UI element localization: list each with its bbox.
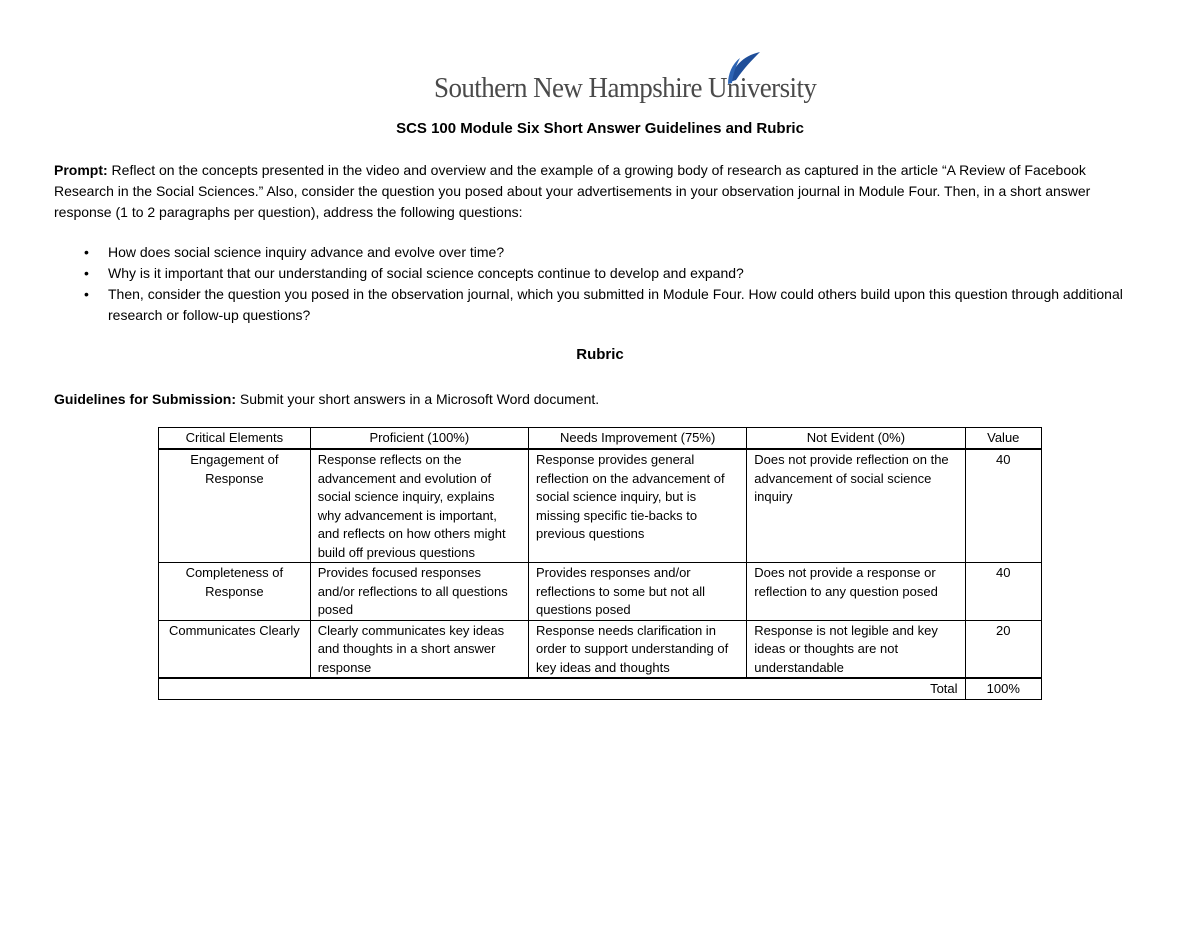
total-label: Total [159, 678, 966, 699]
total-row [159, 678, 1042, 699]
list-item [54, 242, 1144, 263]
not-evident-cell: Does not provide reflection on the advancement of social science inquiry [747, 449, 965, 563]
guidelines-label: Guidelines for Submission: [54, 391, 237, 407]
needs-improvement-cell: Provides responses and/or reflections to some but not all questions posed [528, 563, 746, 621]
guidelines-paragraph [54, 389, 1144, 410]
critical-element-cell: Communicates Clearly [159, 620, 311, 678]
list-item-text: Then, consider the question you posed in the observation journal, which you submitted in Module Four. How could others build upon this question through additional research or follow-up questions? [108, 286, 1123, 323]
prompt-paragraph [54, 160, 1144, 223]
total-value: 100% [965, 678, 1041, 699]
prompt-text: Reflect on the concepts presented in the video and overview and the example of a growing body of research as captured in the article “A Review of Facebook Research in the Social Sciences.” Also, consider the question you posed about your advertisements in your observation journal in Module Four. Then, in a short answer response (1 to 2 paragraphs per question), address the following questions: [54, 162, 1091, 220]
value-cell: 40 [965, 449, 1041, 563]
needs-improvement-cell: Response provides general reflection on the advancement of social science inquiry, but is missing specific tie-backs to previous questions [528, 449, 746, 563]
header-proficient: Proficient (100%) [310, 428, 528, 450]
prompt-label: Prompt: [54, 162, 108, 178]
header-needs-improvement: Needs Improvement (75%) [528, 428, 746, 450]
list-item-text: How does social science inquiry advance and evolve over time? [108, 244, 505, 260]
rubric-heading: Rubric [576, 346, 624, 363]
question-list [54, 242, 1144, 326]
value-cell: 20 [965, 620, 1041, 678]
critical-element-cell: Completeness of Response [159, 563, 311, 621]
bullet-icon: • [84, 244, 89, 260]
guidelines-text: Submit your short answers in a Microsoft Word document. [236, 391, 600, 407]
critical-element-cell: Engagement of Response [159, 449, 311, 563]
value-cell: 40 [965, 563, 1041, 621]
snhu-logo [434, 50, 817, 108]
logo-wordmark: Southern New Hampshire University [434, 72, 817, 104]
not-evident-cell: Response is not legible and key ideas or thoughts are not understandable [747, 620, 965, 678]
not-evident-cell: Does not provide a response or reflection to any question posed [747, 563, 965, 621]
proficient-cell: Provides focused responses and/or reflections to all questions posed [310, 563, 528, 621]
bullet-icon: • [84, 286, 89, 302]
table-row [159, 620, 1042, 678]
table-row [159, 449, 1042, 563]
rubric-table [158, 427, 1042, 700]
page-title: SCS 100 Module Six Short Answer Guidelines and Rubric [396, 120, 804, 137]
table-header-row [159, 428, 1042, 450]
proficient-cell: Clearly communicates key ideas and thoughts in a short answer response [310, 620, 528, 678]
header-not-evident: Not Evident (0%) [747, 428, 965, 450]
header-value: Value [965, 428, 1041, 450]
table-row [159, 563, 1042, 621]
list-item [54, 263, 1144, 284]
list-item-text: Why is it important that our understanding of social science concepts continue to develop and expand? [108, 265, 744, 281]
needs-improvement-cell: Response needs clarification in order to support understanding of key ideas and thoughts [528, 620, 746, 678]
bullet-icon: • [84, 265, 89, 281]
proficient-cell: Response reflects on the advancement and evolution of social science inquiry, explains why advancement is important, and reflects on how others might build off previous questions [310, 449, 528, 563]
header-critical-elements: Critical Elements [159, 428, 311, 450]
list-item [54, 284, 1144, 326]
